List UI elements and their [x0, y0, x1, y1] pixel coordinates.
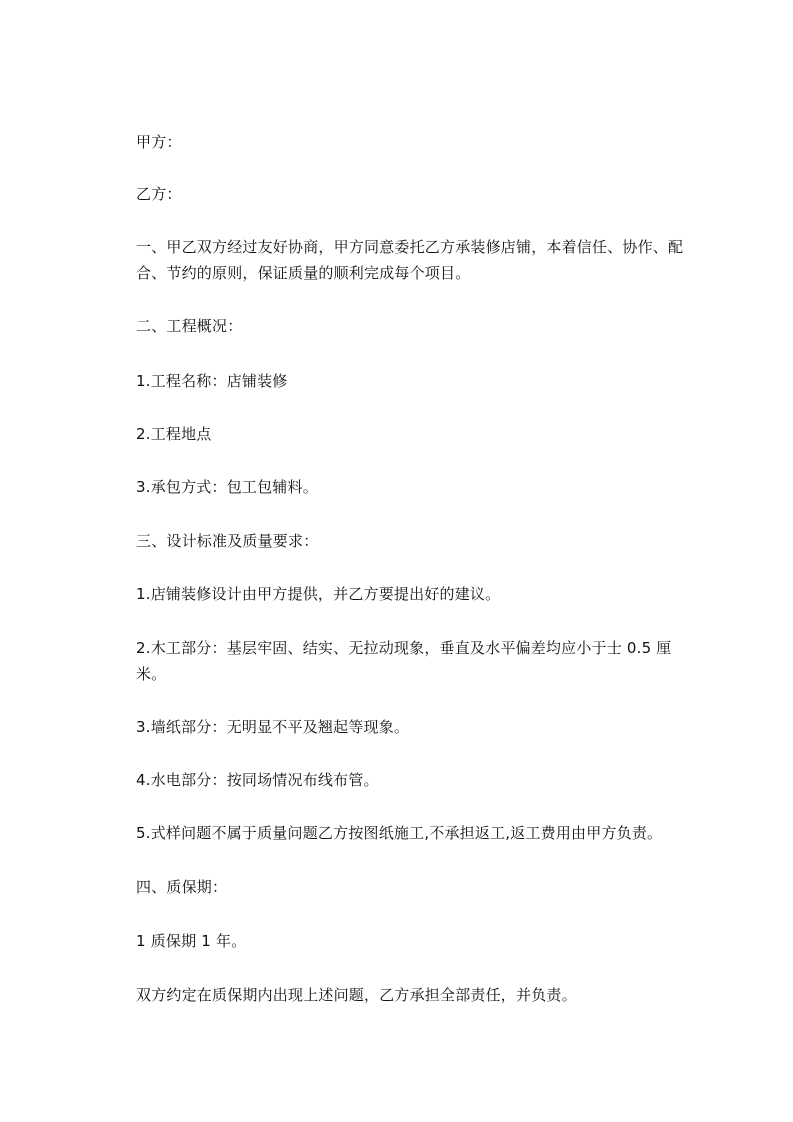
section-four-heading: 四、质保期： [136, 878, 228, 896]
wallpaper-item: 3.墙纸部分：无明显不平及翘起等现象。 [136, 718, 410, 736]
warranty-responsibility-paragraph: 双方约定在质保期内出现上述问题，乙方承担全部责任，并负责。 [136, 986, 577, 1004]
design-item: 1.店铺装修设计由甲方提供，并乙方要提出好的建议。 [136, 585, 501, 603]
section-one-paragraph: 一、甲乙双方经过友好协商，甲方同意委托乙方承装修店铺，本着信任、协作、配合、节约的原则，保证质量的顺利完成每个项目。 [136, 238, 684, 282]
warranty-period-item: 1 质保期 1 年。 [136, 932, 247, 950]
project-name-item: 1.工程名称：店铺装修 [136, 372, 288, 390]
section-two-heading: 二、工程概况： [136, 317, 243, 335]
project-location-item: 2.工程地点 [136, 425, 212, 443]
style-issue-item: 5.式样问题不属于质量问题乙方按图纸施工,不承担返工,返工费用由甲方负责。 [136, 824, 663, 842]
plumbing-electric-item: 4.水电部分：按同场情况布线布管。 [136, 771, 379, 789]
party-a-label: 甲方： [136, 133, 182, 151]
section-three-heading: 三、设计标准及质量要求： [136, 532, 319, 550]
party-b-label: 乙方： [136, 185, 182, 203]
carpentry-item: 2.木工部分：基层牢固、结实、无拉动现象，垂直及水平偏差均应小于士 0.5 厘米。 [136, 639, 672, 683]
contract-method-item: 3.承包方式：包工包辅料。 [136, 478, 318, 496]
